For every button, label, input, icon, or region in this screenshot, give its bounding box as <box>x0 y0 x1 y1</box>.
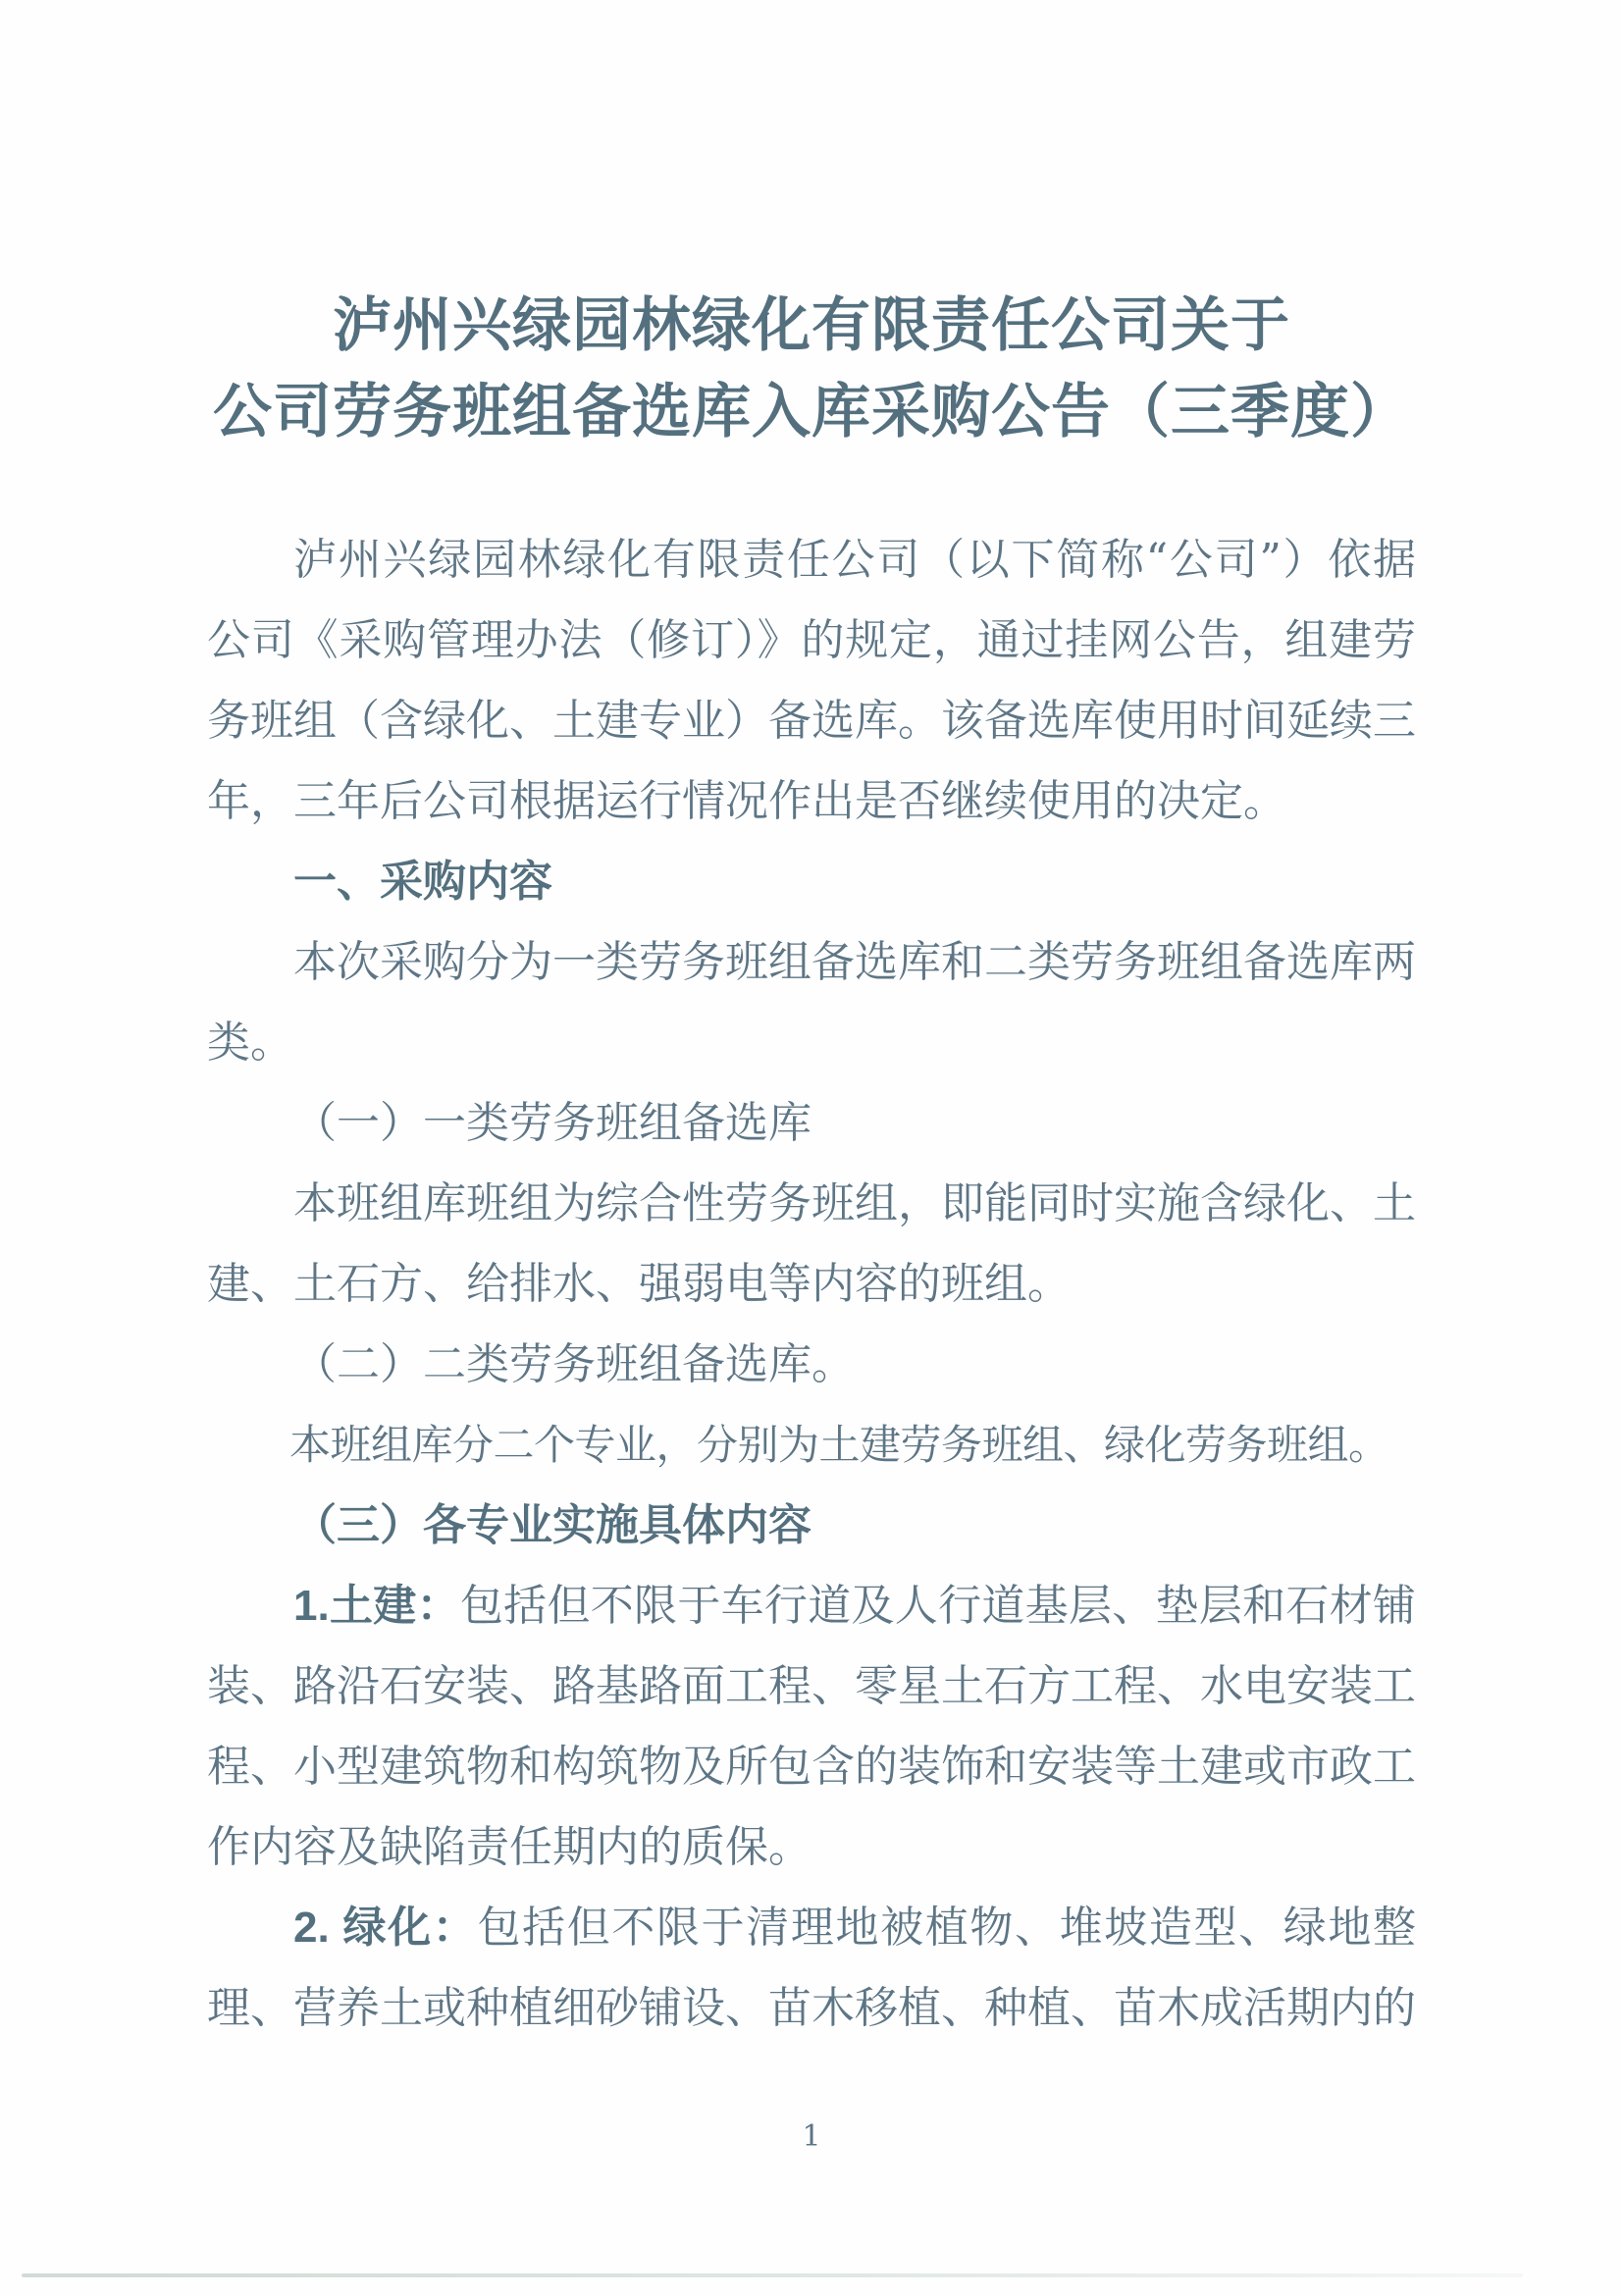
paragraph: 本班组库分二个专业，分别为土建劳务班组、绿化劳务班组。 <box>289 1421 1389 1469</box>
document-title-line-1: 泸州兴绿园林绿化有限责任公司关于 <box>333 292 1290 358</box>
scan-artifact-line <box>22 2273 1523 2277</box>
paragraph: 1.土建：包括但不限于车行道及人行道基层、垫层和石材铺装、路沿石安装、路基路面工程、零星土石方工程、水电安装工程、小型建筑物和构筑物及所包含的装饰和安装等土建或市政工作内容及缺陷责任期内的质保。 <box>207 1581 1417 1872</box>
paragraph-lead-label: 1.土建： <box>293 1582 460 1630</box>
paragraph: 2. 绿化：包括但不限于清理地被植物、堆坡造型、绿地整理、营养土或种植细砂铺设、苗木移植、种植、苗木成活期内的 <box>207 1903 1417 2033</box>
paragraph: 本次采购分为一类劳务班组备选库和二类劳务班组备选库两类。 <box>207 937 1416 1068</box>
paragraph-lead-label: 2. 绿化： <box>293 1904 478 1952</box>
document-title-line-2: 公司劳务班组备选库入库采购公告（三季度） <box>213 379 1410 444</box>
document-content <box>207 283 1416 2049</box>
section-heading: （三）各专业实施具体内容 <box>293 1501 812 1549</box>
document-body <box>207 520 1416 2049</box>
section-heading: 一、采购内容 <box>293 858 552 906</box>
paragraph: （二）二类劳务班组备选库。 <box>293 1339 855 1389</box>
paragraph: 泸州兴绿园林绿化有限责任公司（以下简称“公司”）依据公司《采购管理办法（修订）》的规定，通过挂网公告，组建劳务班组（含绿化、土建专业）备选库。该备选库使用时间延续三年，三年后公司根据运行情况作出是否继续使用的决定。 <box>207 535 1416 826</box>
page-number: 1 <box>802 2119 821 2154</box>
paragraph: 本班组库班组为综合性劳务班组，即能同时实施含绿化、土建、土石方、给排水、强弱电等内容的班组。 <box>207 1178 1416 1309</box>
document-title <box>207 283 1416 455</box>
paragraph: （一）一类劳务班组备选库 <box>293 1098 812 1148</box>
